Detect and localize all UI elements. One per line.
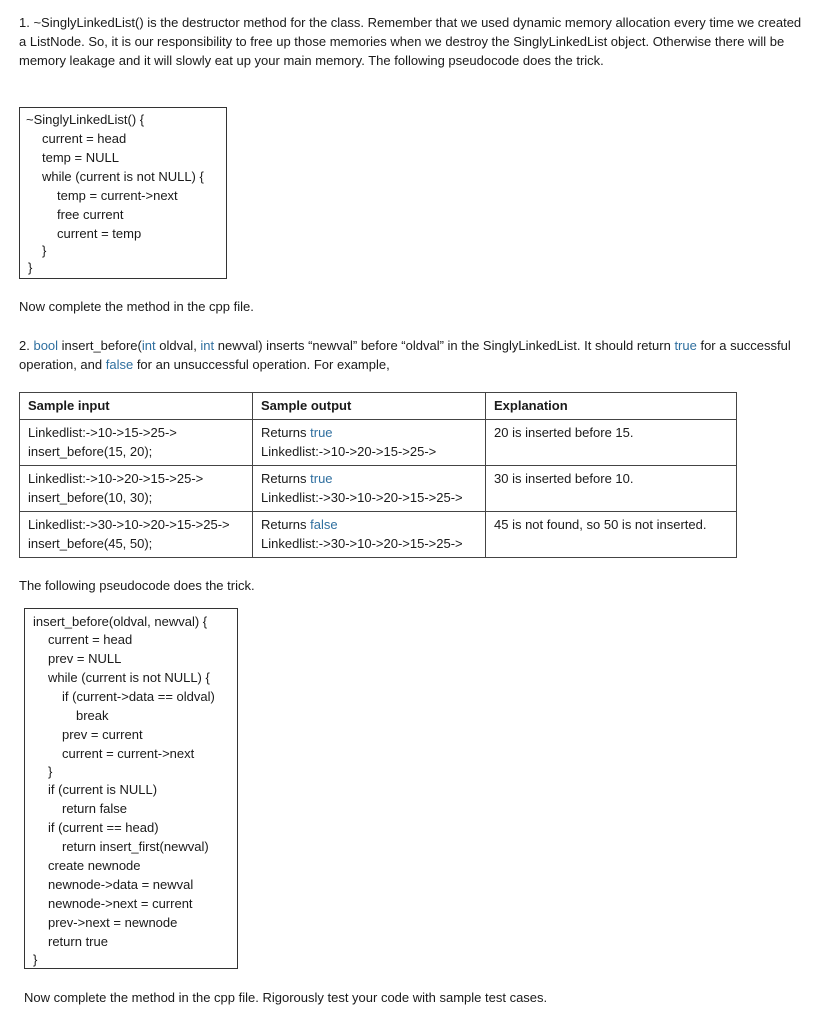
- code-line: temp = current->next: [57, 188, 178, 203]
- code-line: return insert_first(newval): [62, 839, 209, 854]
- section1-instruction: Now complete the method in the cpp file.: [19, 299, 254, 314]
- code-line: if (current->data == oldval): [62, 689, 215, 704]
- code-line: }: [42, 243, 47, 258]
- code-line: prev->next = newnode: [48, 915, 178, 930]
- keyword-int: int: [200, 338, 215, 353]
- code-line: break: [76, 708, 109, 723]
- insert-before-pseudocode-box: [24, 608, 238, 969]
- code-line: newnode->data = newval: [48, 877, 194, 892]
- code-line: current = head: [42, 131, 127, 146]
- table-header-row: [20, 393, 737, 420]
- code-line: if (current is NULL): [48, 782, 158, 797]
- sample-output-cell: Returns false Linkedlist:->30->10->20->15->25->: [253, 512, 486, 558]
- code-line: }: [48, 764, 53, 779]
- code-line: temp = NULL: [42, 150, 119, 165]
- keyword-int: int: [141, 338, 156, 353]
- header-sample-input: Sample input: [20, 393, 253, 420]
- explanation-cell: 20 is inserted before 15.: [486, 420, 737, 466]
- table-row: [20, 466, 737, 512]
- code-line: return true: [48, 934, 108, 949]
- code-line: }: [28, 260, 33, 275]
- code-line: while (current is not NULL) {: [42, 169, 204, 184]
- destructor-pseudocode-box: [19, 107, 227, 279]
- sample-output-cell: Returns true Linkedlist:->10->20->15->25->: [253, 420, 486, 466]
- code-line: if (current == head): [48, 820, 159, 835]
- code-line: prev = NULL: [48, 651, 122, 666]
- keyword-true: true: [310, 425, 333, 440]
- sample-input-cell: Linkedlist:->30->10->20->15->25-> insert_before(45, 50);: [20, 512, 253, 558]
- keyword-true: true: [674, 338, 697, 353]
- sample-input-cell: Linkedlist:->10->15->25-> insert_before(15, 20);: [20, 420, 253, 466]
- sample-input-cell: Linkedlist:->10->20->15->25-> insert_before(10, 30);: [20, 466, 253, 512]
- code-line: free current: [57, 207, 124, 222]
- section1-intro: 1. ~SinglyLinkedList() is the destructor method for the class. Remember that we used dynamic memory allocation every time we created a ListNode. So, it is our responsibility to free up those memories when we destroy the SinglyLinkedList object. Otherwise there will be memory leakage and it will slowly eat up your main memory. The following pseudocode does the trick.: [19, 15, 802, 68]
- keyword-true: true: [310, 471, 333, 486]
- section2-instruction: Now complete the method in the cpp file. Rigorously test your code with sample test cases.: [24, 990, 548, 1005]
- sample-table: [19, 392, 737, 558]
- sample-output-cell: Returns true Linkedlist:->30->10->20->15->25->: [253, 466, 486, 512]
- section2-intro: 2. bool insert_before(int oldval, int newval) inserts “newval” before “oldval” in the SinglyLinkedList. It should return true for a successful operation, and false for an unsuccessful operation. For example,: [19, 338, 791, 372]
- code-line: newnode->next = current: [48, 896, 193, 911]
- keyword-bool: bool: [33, 338, 59, 353]
- code-line: create newnode: [48, 858, 141, 873]
- code-line: }: [33, 952, 38, 967]
- explanation-cell: 30 is inserted before 10.: [486, 466, 737, 512]
- code-line: prev = current: [62, 727, 143, 742]
- table-row: [20, 512, 737, 558]
- pseudocode-intro: The following pseudocode does the trick.: [19, 578, 255, 593]
- code-line: current = current->next: [62, 746, 195, 761]
- code-line: while (current is not NULL) {: [48, 670, 210, 685]
- header-explanation: Explanation: [486, 393, 737, 420]
- table-row: [20, 420, 737, 466]
- code-line: insert_before(oldval, newval) {: [33, 614, 208, 629]
- header-sample-output: Sample output: [253, 393, 486, 420]
- explanation-cell: 45 is not found, so 50 is not inserted.: [486, 512, 737, 558]
- code-line: return false: [62, 801, 128, 816]
- keyword-false: false: [310, 517, 338, 532]
- code-line: ~SinglyLinkedList() {: [26, 112, 145, 127]
- code-line: current = head: [48, 632, 133, 647]
- keyword-false: false: [105, 357, 134, 372]
- code-line: current = temp: [57, 226, 142, 241]
